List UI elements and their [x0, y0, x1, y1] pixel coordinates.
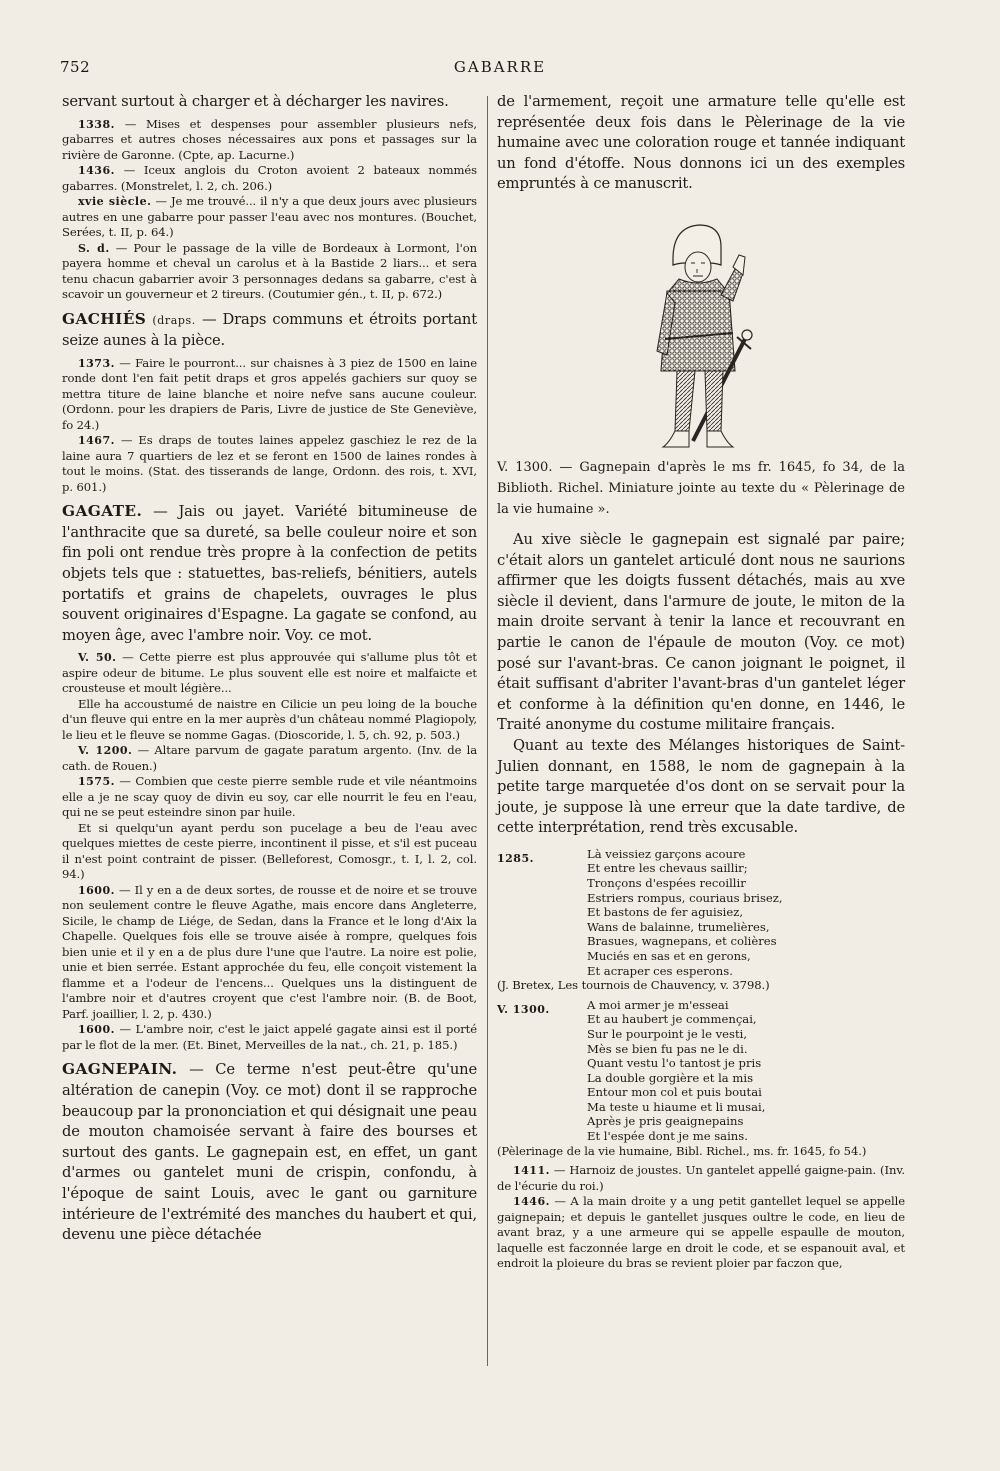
quote-1467	[62, 433, 477, 495]
verse-year: V. 1300.	[497, 1002, 550, 1016]
headword: GAGNEPAIN.	[62, 1060, 178, 1079]
quote-text: — Cette pierre est plus approuvée qui s'allume plus tôt et aspire odeur de bitume. Le plus souvent elle est noire et malfaicte et crousteuse et moult légière...	[62, 650, 477, 696]
verse-line: A moi armer je m'esseai	[587, 997, 729, 1012]
verse-line: Tronçons d'espées recoillir	[587, 876, 746, 891]
entry-definition: — Ce terme n'est peut-être qu'une altération de canepin (Voy. ce mot) dont il se rapproche beaucoup par la prononciation et qui désignait une peau de mouton chamoisée servant à faire des bourses et surtout des gants. Le gagnepain est, en effet, un gant d'armes ou gantelet muni de crispin, confondu, à l'époque de saint Louis, avec le gant ou garniture intérieure de l'extrémité des manches du haubert et qui, devenu une pièce détachée	[62, 1061, 477, 1244]
verse-line: Et entre les chevaus saillir;	[587, 861, 748, 876]
verse-year: 1285.	[497, 851, 534, 865]
knight-illustration	[647, 221, 757, 457]
right-column	[497, 92, 905, 1272]
quote-year: 1446.	[513, 1195, 550, 1209]
paragraph-xiv-siecle: Au xive siècle le gagnepain est signalé par paire; c'était alors un gantelet articulé dont nous ne saurions affirmer que les doigts fussent détachés, mais au xve siècle il devient, dans l'armure de joute, le miton de la main droite servant à tenir la lance et recouvrant en partie le canon de l'épaule de mouton (Voy. ce mot) posé sur l'avant-bras. Ce canon joignant le poignet, il était suffisant d'abriter l'avant-bras d'un gantelet léger et conforme à la définition qu'en donne, en 1446, le Traité anonyme du costume militaire français.	[497, 530, 905, 734]
page-number: 752	[60, 58, 91, 76]
column-divider	[487, 96, 488, 1366]
quote-1338	[62, 117, 477, 164]
quote-text: — Mises et despenses pour assembler plusieurs nefs, gabarres et autres choses nécessaires aux pons et passages sur la rivière de Garonne. (Cpte, ap. Lacurne.)	[62, 116, 477, 162]
verse-line: Et au haubert je commençai,	[587, 1012, 757, 1027]
quote-text: — Il y en a de deux sortes, de rousse et de noire et se trouve non seulement contre le fleuve Agathe, mais encore dans Angleterre, Sicile, le champ de Liége, de Sedan, dans la France et le long d'Aix la Chapelle. Quelques fois elle se trouve aisée à rompre, quelques fois bien unie et il y en a de plus dure l'une que l'autre. La noire est polie, unie et bien serrée. Estant approchée du feu, elle conçoit vistement la flamme et a l'odeur de l'encens... Quelques uns la distinguent de l'ambre noir et d'autres croyent que c'est l'ambre noir. (B. de Boot, Parf. joaillier, l. 2, p. 430.)	[62, 882, 478, 1021]
verse-line: Et acraper ces esperons.	[587, 963, 733, 978]
quote-1575	[62, 774, 477, 821]
verse-line: Mès se bien fu pas ne le di.	[587, 1041, 748, 1056]
verse-line: Brasues, wagnepans, et colières	[587, 934, 777, 949]
verse-line: Estriers rompus, couriaus brisez,	[587, 890, 783, 905]
verse-line: Quant vestu l'o tantost je pris	[587, 1056, 762, 1071]
verse-lines	[587, 998, 905, 1144]
verse-line: Ma teste u hiaume et li musai,	[587, 1099, 766, 1114]
figure-gagnepain	[497, 207, 905, 457]
quote-text: — Faire le pourront... sur chaisnes à 3 piez de 1500 en laine ronde dont l'en fait petit draps et gros appelés gachiers sur quoy se mettra titure de laine blanche et noire nefve sans aucune couleur. (Ordonn. pour les drapiers de Paris, Livre de justice de Ste Geneviève, fo 24.)	[62, 355, 477, 432]
quote-text: — Combien que ceste pierre semble rude et vile néantmoins elle a je ne scay quoy de divin eu soy, car elle nourrit le feu en l'eau, qui ne se peut esteindre sinon par huile.	[62, 774, 477, 820]
verse-lines	[587, 847, 905, 978]
left-column	[62, 92, 477, 1246]
paragraph-gabarre-end: servant surtout à charger et à décharger les navires.	[62, 93, 449, 110]
quote-year: 1467.	[78, 434, 115, 448]
quote-text: — A la main droite y a ung petit gantellet lequel se appelle gaignepain; et depuis le gantellet jusques oultre le code, en lieu de avant braz, y a une armeure qui se appelle espaulle de mouton, laquelle est faczonnée large en droit le code, et se espanouit aval, et endroit la ploieure du bras se revient ploier par faczon que,	[497, 1194, 905, 1271]
quote-1373	[62, 356, 477, 434]
verse-line: Après je pris geaignepains	[587, 1114, 744, 1129]
quote-text: — Je me trouvé... il n'y a que deux jours avec plusieurs autres en une gabarre pour passer l'eau avec nos montures. (Bouchet, Serées, t. II, p. 64.)	[62, 194, 477, 240]
entry-gachies	[62, 309, 477, 352]
entry-definition: — Jais ou jayet. Variété bitumineuse de l'anthracite que sa dureté, sa belle couleur noire et son fin poli ont rendue très propre à la confection de petits objets tels que : statuettes, bas-reliefs, bénitiers, autels portatifs et grains de chapelets, ouvrages le plus souvent originaires d'Espagne. La gagate se confond, au moyen âge, avec l'ambre noir. Voy. ce mot.	[62, 503, 477, 644]
quote-v50	[62, 650, 477, 697]
verse-line: Sur le pourpoint je le vesti,	[587, 1026, 748, 1041]
paragraph-melanges: Quant au texte des Mélanges historiques de Saint-Julien donnant, en 1588, le nom de gagnepain à la petite targe marquetée d'os dont on se servait pour la joute, je suppose là une erreur que la date tardive, de cette interprétation, rend très excusable.	[497, 736, 905, 837]
paragraph-armement: de l'armement, reçoit une armature telle qu'elle est représentée deux fois dans le Pèlerinage de la vie humaine avec une coloration rouge et tannée indiquant un fond d'étoffe. Nous donnons ici un des exemples empruntés à ce manuscrit.	[497, 93, 905, 193]
running-header	[0, 58, 1000, 84]
quote-year: V. 1200.	[78, 744, 133, 758]
quote-1600-b	[62, 1022, 477, 1053]
quote-v50-continued: Elle ha accoustumé de naistre en Cilicie un peu loing de la bouche d'un fleuve qui entre en la mer auprès d'un château nommé Plagiopoly, le lieu et le fleuve se nomme Gagas. (Dioscoride, l. 5, ch. 92, p. 503.)	[62, 696, 477, 742]
quote-text: — Pour le passage de la ville de Bordeaux à Lormont, l'on payera homme et cheval un carolus et à la Bastide 2 liars... et sera tenu chacun gabarrier avoir 3 personnages dedans sa gabarre, c'est à scavoir un gouverneur et 2 tireurs. (Coutumier gén., t. II, p. 672.)	[62, 240, 477, 302]
verse-v1300	[497, 998, 905, 1144]
quote-1411	[497, 1163, 905, 1194]
quote-year: 1600.	[78, 883, 115, 897]
verse-line: Et bastons de fer aguisiez,	[587, 905, 744, 920]
quote-text: — Altare parvum de gagate paratum argento. (Inv. de la cath. de Rouen.)	[62, 743, 478, 773]
quote-year: 1338.	[78, 117, 115, 131]
quote-1600-a	[62, 883, 477, 1023]
quote-sd	[62, 241, 477, 303]
quote-year: 1575.	[78, 775, 115, 789]
quote-text: — L'ambre noir, c'est le jaict appelé gagate ainsi est il porté par le flot de la mer. (Et. Binet, Merveilles de la nat., ch. 21, p. 185.)	[62, 1022, 477, 1052]
quote-1436	[62, 163, 477, 194]
quote-year: 1436.	[78, 164, 115, 178]
headword: GACHIÉS	[62, 309, 147, 328]
entry-label: (draps.	[152, 313, 196, 327]
verse-line: Entour mon col et puis boutai	[587, 1085, 762, 1100]
quote-year: xvie siècle.	[78, 195, 152, 209]
verse-source: (Pèlerinage de la vie humaine, Bibl. Richel., ms. fr. 1645, fo 54.)	[497, 1143, 867, 1158]
quote-text: — Iceux anglois du Croton avoient 2 bateaux nommés gabarres. (Monstrelet, l. 2, ch. 206.)	[62, 163, 477, 193]
running-title: GABARRE	[453, 58, 547, 76]
figure-caption: V. 1300. — Gagnepain d'après le ms fr. 1645, fo 34, de la Biblioth. Richel. Miniature jointe au texte du « Pèlerinage de la vie humaine ».	[497, 459, 905, 517]
quote-year: S. d.	[78, 241, 110, 255]
verse-line: La double gorgière et la mis	[587, 1070, 754, 1085]
verse-line: Wans de balainne, trumelières,	[587, 919, 770, 934]
quote-year: 1373.	[78, 356, 115, 370]
quote-1575-continued: Et si quelqu'un ayant perdu son pucelage a beu de l'eau avec quelques miettes de ceste pierre, incontinent il pisse, et s'il est puceau il n'est point contraint de pisser. (Belleforest, Comosgr., t. I, l. 2, col. 94.)	[62, 820, 477, 882]
quote-year: 1600.	[78, 1023, 115, 1037]
verse-1285	[497, 847, 905, 978]
quote-v1200	[62, 743, 477, 774]
quote-1446	[497, 1194, 905, 1272]
quote-year: V. 50.	[78, 651, 117, 665]
verse-line: Muciés en sas et en gerons,	[587, 949, 751, 964]
headword: GAGATE.	[62, 502, 143, 521]
verse-line: Et l'espée dont je me sains.	[587, 1129, 748, 1144]
entry-gagnepain	[62, 1059, 477, 1245]
quote-text: — Harnoiz de joustes. Un gantelet appellé gaigne-pain. (Inv. de l'écurie du roi.)	[497, 1163, 905, 1193]
verse-source: (J. Bretex, Les tournois de Chauvency, v. 3798.)	[497, 978, 770, 993]
quote-text: — Es draps de toutes laines appelez gaschiez le rez de la laine aura 7 quartiers de lez et se feront en 1500 de laines rondes à tout le moins. (Stat. des tisserands de lange, Ordonn. des rois, t. XVI, p. 601.)	[62, 433, 477, 494]
quote-xvi-siecle	[62, 194, 477, 241]
quote-year: 1411.	[513, 1164, 550, 1178]
entry-definition: — Draps communs et étroits portant seize aunes à la pièce.	[62, 310, 477, 350]
entry-gagate	[62, 501, 477, 646]
verse-line: Là veissiez garçons acoure	[587, 846, 746, 861]
